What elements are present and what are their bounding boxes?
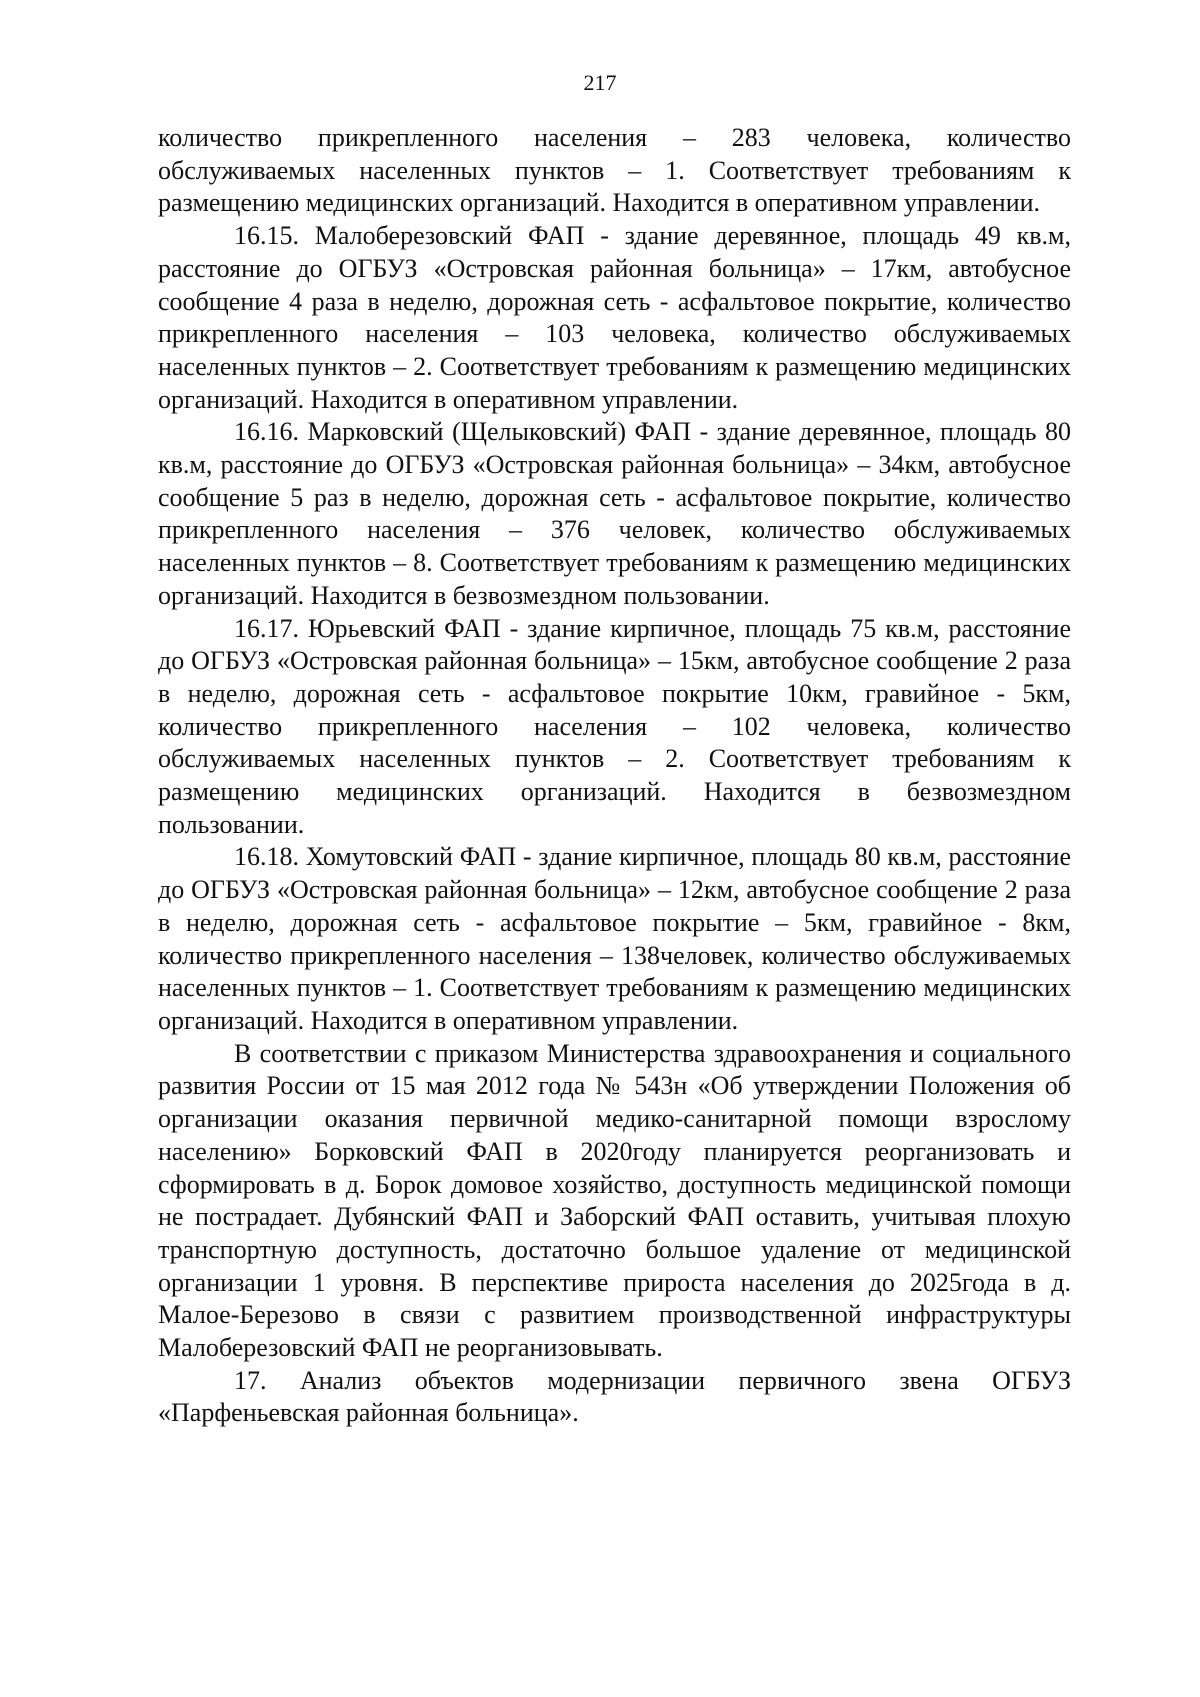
paragraph-16-15: 16.15. Малоберезовский ФАП - здание деревянное, площадь 49 кв.м, расстояние до ОГБУЗ «Островская районная больница» – 17км, автобусное сообщение 4 раза в неделю, дорожная сеть - асфальтовое покрытие, количество прикрепленного населения – 103 человека, количество обслуживаемых населенных пунктов – 2. Соответствует требованиям к размещению медицинских организаций. Находится в оперативном управлении. <box>158 221 1071 414</box>
paragraph-order-reference: В соответствии с приказом Министерства здравоохранения и социального развития России от 15 мая 2012 года № 543н «Об утверждении Положения об организации оказания первичной медико-санитарной помощи взрослому населению» Борковский ФАП в 2020году планируется реорганизовать и сформировать в д. Борок домовое хозяйство, доступность медицинской помощи не пострадает. Дубянский ФАП и Заборский ФАП оставить, учитывая плохую транспортную доступность, достаточно большое удаление от медицинской организации 1 уровня. В перспективе прироста населения до 2025года в д. Малое-Березово в связи с развитием производственной инфраструктуры Малоберезовский ФАП не реорганизовывать. <box>158 1038 1071 1363</box>
paragraph-section-17: 17. Анализ объектов модернизации первичного звена ОГБУЗ «Парфеньевская районная больница». <box>158 1365 1071 1428</box>
paragraph-16-18: 16.18. Хомутовский ФАП - здание кирпичное, площадь 80 кв.м, расстояние до ОГБУЗ «Островская районная больница» – 12км, автобусное сообщение 2 раза в неделю, дорожная сеть - асфальтовое покрытие – 5км, гравийное - 8км, количество прикрепленного населения – 138человек, количество обслуживаемых населенных пунктов – 1. Соответствует требованиям к размещению медицинских организаций. Находится в оперативном управлении. <box>158 842 1071 1035</box>
paragraph-16-17: 16.17. Юрьевский ФАП - здание кирпичное, площадь 75 кв.м, расстояние до ОГБУЗ «Островская районная больница» – 15км, автобусное сообщение 2 раза в неделю, дорожная сеть - асфальтовое покрытие 10км, гравийное - 5км, количество прикрепленного населения – 102 человека, количество обслуживаемых населенных пунктов – 2. Соответствует требованиям к размещению медицинских организаций. Находится в безвозмездном пользовании. <box>158 613 1071 839</box>
document-body <box>158 122 1071 1430</box>
page-number: 217 <box>583 70 617 95</box>
paragraph-16-16: 16.16. Марковский (Щелыковский) ФАП - здание деревянное, площадь 80 кв.м, расстояние до ОГБУЗ «Островская районная больница» – 34км, автобусное сообщение 5 раз в неделю, дорожная сеть - асфальтовое покрытие, количество прикрепленного населения – 376 человек, количество обслуживаемых населенных пунктов – 8. Соответствует требованиям к размещению медицинских организаций. Находится в безвозмездном пользовании. <box>158 417 1071 610</box>
paragraph-continued: количество прикрепленного населения – 283 человека, количество обслуживаемых населенных пунктов – 1. Соответствует требованиям к размещению медицинских организаций. Находится в оперативном управлении. <box>158 123 1071 218</box>
